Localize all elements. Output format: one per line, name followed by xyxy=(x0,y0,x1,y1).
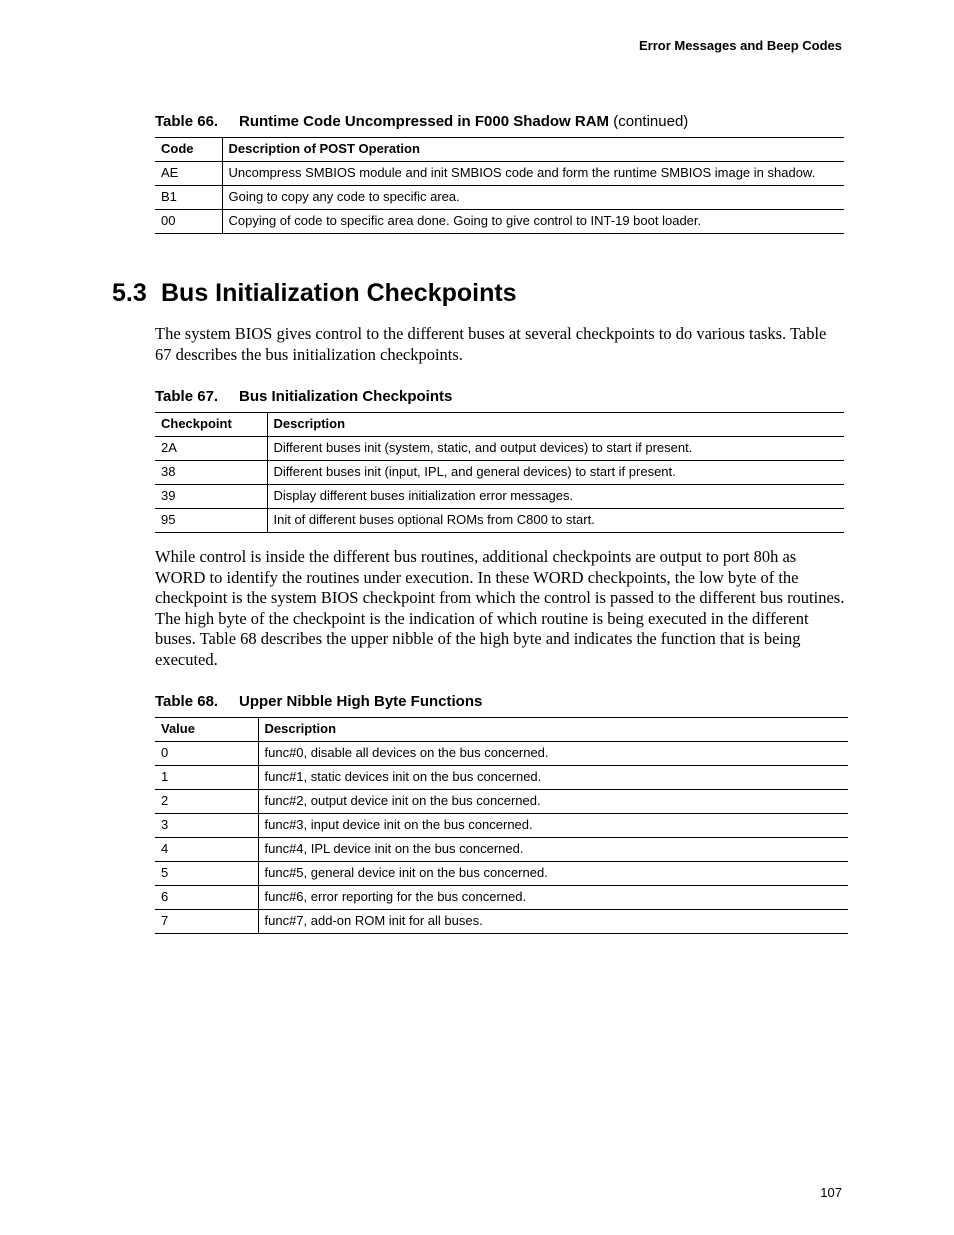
table67-title: Bus Initialization Checkpoints xyxy=(239,388,453,405)
code-cell: 39 xyxy=(155,485,267,509)
table66-continued: (continued) xyxy=(613,113,689,130)
description-cell: func#3, input device init on the bus concerned. xyxy=(258,814,848,838)
section-intro-paragraph: The system BIOS gives control to the different buses at several checkpoints to do various tasks. Table 67 describes the bus initialization checkpoints. xyxy=(155,324,827,364)
code-cell: 7 xyxy=(155,910,258,934)
code-cell: 6 xyxy=(155,886,258,910)
section-number: 5.3 xyxy=(112,279,147,307)
code-cell: 2 xyxy=(155,790,258,814)
table68-caption xyxy=(155,693,482,710)
table68-number: Table 68. xyxy=(155,693,219,710)
code-cell: 5 xyxy=(155,862,258,886)
code-cell: 0 xyxy=(155,742,258,766)
column-header: Value xyxy=(155,718,258,742)
description-cell: Copying of code to specific area done. Going to give control to INT-19 boot loader. xyxy=(222,210,844,234)
page-number: 107 xyxy=(820,1185,842,1200)
description-cell: func#0, disable all devices on the bus concerned. xyxy=(258,742,848,766)
table-row xyxy=(155,437,844,461)
code-cell: B1 xyxy=(155,186,222,210)
description-cell: func#6, error reporting for the bus concerned. xyxy=(258,886,848,910)
table-row xyxy=(155,814,848,838)
running-header: Error Messages and Beep Codes xyxy=(638,38,842,53)
code-cell: 4 xyxy=(155,838,258,862)
description-cell: func#4, IPL device init on the bus concerned. xyxy=(258,838,848,862)
table67-caption xyxy=(155,388,452,405)
table-row xyxy=(155,886,848,910)
section-title: Bus Initialization Checkpoints xyxy=(161,279,517,307)
description-cell: Init of different buses optional ROMs from C800 to start. xyxy=(267,509,844,533)
table66-number: Table 66. xyxy=(155,113,219,130)
table-header-row xyxy=(155,138,844,162)
table66-title: Runtime Code Uncompressed in F000 Shadow RAM xyxy=(239,113,610,130)
column-header: Description xyxy=(258,718,848,742)
table68 xyxy=(155,717,848,934)
description-cell: Uncompress SMBIOS module and init SMBIOS code and form the runtime SMBIOS image in shadow. xyxy=(222,162,844,186)
table-header-row xyxy=(155,718,848,742)
description-cell: func#5, general device init on the bus concerned. xyxy=(258,862,848,886)
table-row xyxy=(155,862,848,886)
table-row xyxy=(155,485,844,509)
table-row xyxy=(155,766,848,790)
table-row xyxy=(155,790,848,814)
table-row xyxy=(155,461,844,485)
description-cell: Different buses init (input, IPL, and general devices) to start if present. xyxy=(267,461,844,485)
description-cell: func#7, add-on ROM init for all buses. xyxy=(258,910,848,934)
code-cell: 2A xyxy=(155,437,267,461)
table67 xyxy=(155,412,844,533)
table-row xyxy=(155,910,848,934)
description-cell: func#1, static devices init on the bus concerned. xyxy=(258,766,848,790)
column-header: Checkpoint xyxy=(155,413,267,437)
table-row xyxy=(155,162,844,186)
column-header: Description of POST Operation xyxy=(222,138,844,162)
description-cell: Different buses init (system, static, and output devices) to start if present. xyxy=(267,437,844,461)
description-cell: Going to copy any code to specific area. xyxy=(222,186,844,210)
table66 xyxy=(155,137,844,234)
body-paragraph: While control is inside the different bus routines, additional checkpoints are output to port 80h as WORD to identify the routines under execution. In these WORD checkpoints, the low byte of the checkpoint is the system BIOS checkpoint from which the control is passed to the different bus routines. The high byte of the checkpoint is the indication of which routine is being executed in the different buses. Table 68 describes the upper nibble of the high byte and indicates the function that is being executed. xyxy=(155,547,845,669)
section-heading xyxy=(112,279,517,308)
table-row xyxy=(155,186,844,210)
code-cell: 1 xyxy=(155,766,258,790)
column-header: Code xyxy=(155,138,222,162)
table68-title: Upper Nibble High Byte Functions xyxy=(239,693,483,710)
table-row xyxy=(155,210,844,234)
code-cell: 95 xyxy=(155,509,267,533)
table66-caption xyxy=(155,113,688,130)
code-cell: AE xyxy=(155,162,222,186)
code-cell: 38 xyxy=(155,461,267,485)
table-row xyxy=(155,838,848,862)
table-row xyxy=(155,742,848,766)
table-row xyxy=(155,509,844,533)
description-cell: func#2, output device init on the bus concerned. xyxy=(258,790,848,814)
code-cell: 00 xyxy=(155,210,222,234)
table67-number: Table 67. xyxy=(155,388,219,405)
column-header: Description xyxy=(267,413,844,437)
code-cell: 3 xyxy=(155,814,258,838)
table-header-row xyxy=(155,413,844,437)
description-cell: Display different buses initialization error messages. xyxy=(267,485,844,509)
